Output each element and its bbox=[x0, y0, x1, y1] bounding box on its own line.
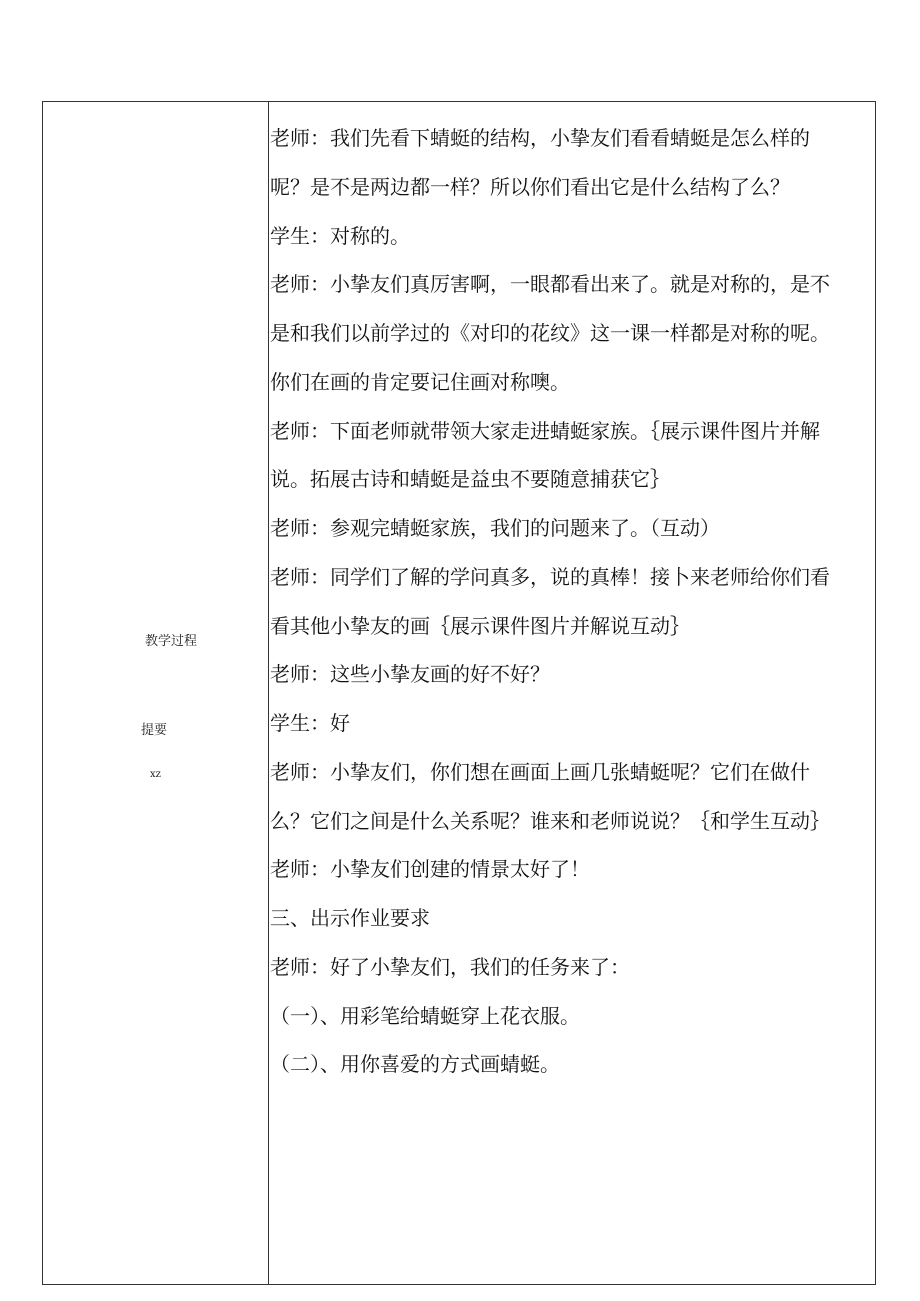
content-line: 老师：参观完蜻蜓家族，我们的问题来了。（互动） bbox=[270, 516, 720, 540]
content-line: 三、出示作业要求 bbox=[270, 906, 430, 930]
column-divider bbox=[268, 101, 269, 1285]
content-line: （二）、用你喜爱的方式画蜻蜓。 bbox=[270, 1052, 560, 1077]
content-line: 老师：小挚友们创建的情景太好了！ bbox=[270, 857, 590, 882]
content-line: 说。拓展古诗和蜻蜓是益虫不要随意捕获它｝ bbox=[270, 467, 670, 492]
content-line: 老师：小挚友们，你们想在画面上画几张蜻蜓呢？它们在做什 bbox=[270, 759, 810, 784]
content-line: 呢？是不是两边都一样？所以你们看出它是什么结构了么？ bbox=[270, 174, 790, 199]
content-line: 老师：这些小挚友画的好不好？ bbox=[270, 662, 550, 687]
content-line: 老师：小挚友们真厉害啊，一眼都看出来了。就是对称的，是不 bbox=[270, 272, 830, 297]
content-line: 你们在画的肯定要记住画对称噢。 bbox=[270, 369, 570, 394]
content-line: 老师：好了小挚友们，我们的任务来了： bbox=[270, 954, 630, 979]
content-line: 老师：同学们了解的学问真多，说的真棒！接卜来老师给你们看 bbox=[270, 564, 830, 589]
content-line: 么？它们之间是什么关系呢？谁来和老师说说？｛和学生互动｝ bbox=[270, 808, 830, 833]
content-line: 是和我们以前学过的《对印的花纹》这一课一样都是对称的呢。 bbox=[270, 321, 830, 345]
content-line: 学生：对称的。 bbox=[270, 223, 410, 248]
summary-label: 提要 bbox=[141, 723, 168, 738]
lesson-content bbox=[270, 114, 876, 1089]
content-line: 老师：下面老师就带领大家走进蜻蜓家族。｛展示课件图片并解 bbox=[270, 418, 820, 443]
content-line: 老师：我们先看下蜻蜓的结构，小挚友们看看蜻蜓是怎么样的 bbox=[270, 126, 810, 150]
content-line: （一）、用彩笔给蜻蜓穿上花衣服。 bbox=[270, 1003, 580, 1028]
xz-label: xz bbox=[150, 769, 161, 780]
content-line: 看其他小挚友的画｛展示课件图片并解说互动｝ bbox=[270, 613, 690, 638]
teaching-process-label: 教学过程 bbox=[145, 634, 198, 649]
content-line: 学生：好 bbox=[270, 711, 350, 735]
